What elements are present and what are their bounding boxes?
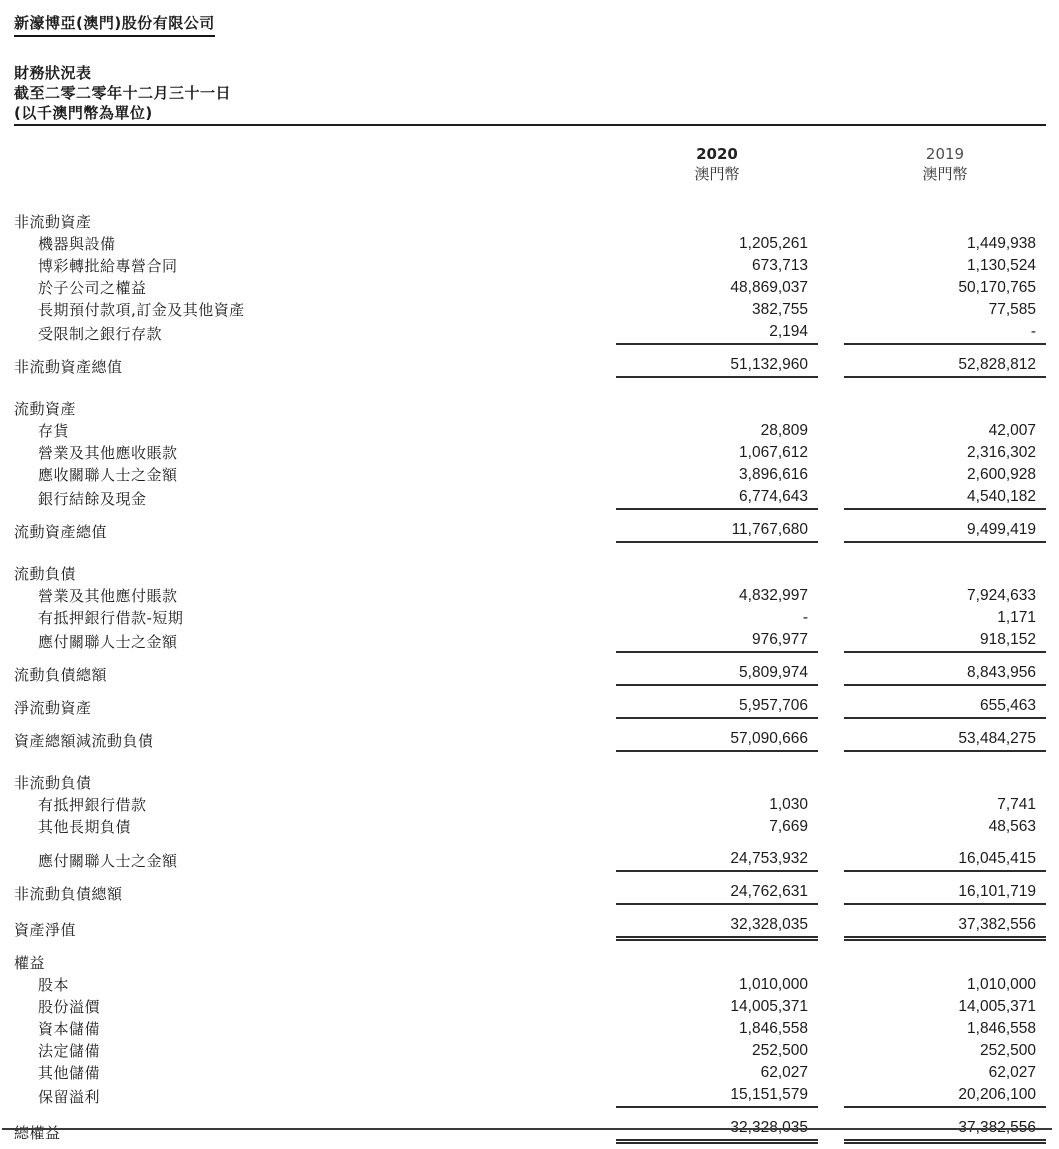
row-label: 於子公司之權益 [38, 279, 147, 297]
row-label: 受限制之銀行存款 [38, 325, 163, 343]
row-label: 流動負債總額 [14, 666, 108, 684]
value-2019: 918,152 [844, 629, 1046, 653]
value-2019: 53,484,275 [844, 728, 1046, 752]
section-non-current-assets [14, 211, 1046, 378]
statement-period: 截至二零二零年十二月三十一日 [14, 84, 232, 102]
table-row [14, 1040, 1046, 1062]
value-2019: 7,741 [997, 796, 1036, 813]
column-currency-2019: 澳門幣 [922, 165, 968, 183]
table-row [14, 952, 1046, 974]
row-label: 其他長期負債 [38, 818, 132, 836]
table-row [14, 585, 1046, 607]
row-label: 流動負債 [14, 565, 77, 583]
table-row [14, 629, 1046, 653]
row-label: 保留溢利 [38, 1088, 101, 1106]
value-2019: 252,500 [979, 1042, 1036, 1059]
table-row [14, 816, 1046, 838]
value-2019: 48,563 [988, 818, 1036, 835]
value-2019: 4,540,182 [844, 486, 1046, 510]
value-2019: 9,499,419 [844, 519, 1046, 543]
value-2019: 37,382,556 [844, 1117, 1046, 1144]
value-2020: 24,762,631 [616, 881, 818, 905]
row-label: 流動資產 [14, 400, 77, 418]
value-2020: 2,194 [616, 321, 818, 345]
column-header-2020 [616, 144, 818, 184]
row-label: 非流動負債 [14, 774, 92, 792]
column-header-spacer [14, 144, 616, 184]
value-2020: 62,027 [760, 1064, 808, 1081]
table-row [14, 277, 1046, 299]
row-label: 非流動負債總額 [14, 885, 123, 903]
table-row [14, 914, 1046, 941]
table-row [14, 1084, 1046, 1108]
value-2019: - [844, 321, 1046, 345]
section-non-current-liabilities [14, 772, 1046, 941]
value-2020: 382,755 [751, 301, 808, 318]
value-2019: 14,005,371 [958, 998, 1036, 1015]
row-label: 股本 [38, 976, 70, 994]
statement-title-block [14, 63, 1046, 126]
value-2019: 42,007 [988, 422, 1036, 439]
column-year-2020: 2020 [696, 145, 738, 163]
table-row [14, 354, 1046, 378]
value-2020: 6,774,643 [616, 486, 818, 510]
value-2019: 7,924,633 [967, 587, 1036, 604]
column-currency-2020: 澳門幣 [694, 165, 740, 183]
statement-table [14, 211, 1046, 1144]
table-row [14, 233, 1046, 255]
company-name: 新濠博亞(澳門)股份有限公司 [14, 12, 215, 37]
row-label: 資產淨值 [14, 921, 77, 939]
value-2019: 77,585 [988, 301, 1036, 318]
row-label: 應付關聯人士之金額 [38, 852, 178, 870]
row-label: 法定儲備 [38, 1042, 101, 1060]
table-row [14, 563, 1046, 585]
row-label: 機器與設備 [38, 235, 116, 253]
value-2020: 5,957,706 [616, 695, 818, 719]
row-label: 股份溢價 [38, 998, 101, 1016]
table-row [14, 321, 1046, 345]
value-2019: 16,045,415 [844, 848, 1046, 872]
value-2019: 1,130,524 [967, 257, 1036, 274]
value-2019: 62,027 [988, 1064, 1036, 1081]
row-label: 有抵押銀行借款-短期 [38, 609, 184, 627]
value-2019: 16,101,719 [844, 881, 1046, 905]
unit-note: (以千澳門幣為單位) [14, 104, 153, 122]
row-label: 資本儲備 [38, 1020, 101, 1038]
value-2020: 3,896,616 [739, 466, 808, 483]
table-row [14, 881, 1046, 905]
value-2020: 57,090,666 [616, 728, 818, 752]
value-2019: 655,463 [844, 695, 1046, 719]
value-2020: 28,809 [760, 422, 808, 439]
value-2020: 1,067,612 [739, 444, 808, 461]
value-2020: 14,005,371 [730, 998, 808, 1015]
value-2020: 32,328,035 [616, 914, 818, 941]
row-label: 博彩轉批給專營合同 [38, 257, 178, 275]
table-row [14, 519, 1046, 543]
table-row [14, 695, 1046, 719]
section-current-liabilities [14, 563, 1046, 752]
table-row [14, 464, 1046, 486]
table-row [14, 607, 1046, 629]
value-2020: 48,869,037 [730, 279, 808, 296]
table-row [14, 1062, 1046, 1084]
value-2020: 11,767,680 [616, 519, 818, 543]
value-2020: 673,713 [751, 257, 808, 274]
section-equity [14, 952, 1046, 1144]
row-label: 有抵押銀行借款 [38, 796, 147, 814]
value-2020: 1,205,261 [739, 235, 808, 252]
value-2019: 52,828,812 [844, 354, 1046, 378]
row-label: 流動資產總值 [14, 523, 108, 541]
table-row [14, 848, 1046, 872]
table-row [14, 486, 1046, 510]
row-label: 非流動資產 [14, 213, 92, 231]
table-row [14, 662, 1046, 686]
value-2019: 1,846,558 [967, 1020, 1036, 1037]
value-2020: 1,846,558 [739, 1020, 808, 1037]
row-label: 其他儲備 [38, 1064, 101, 1082]
column-year-2019: 2019 [925, 145, 965, 163]
value-2020: 1,030 [769, 796, 808, 813]
table-row [14, 442, 1046, 464]
row-label: 總權益 [14, 1124, 61, 1142]
value-2019: 2,600,928 [967, 466, 1036, 483]
value-2019: 1,171 [997, 609, 1036, 626]
page-bottom-rule [2, 1128, 1052, 1130]
table-row [14, 728, 1046, 752]
row-label: 權益 [14, 954, 46, 972]
value-2020: 51,132,960 [616, 354, 818, 378]
table-row [14, 996, 1046, 1018]
value-2020: 7,669 [769, 818, 808, 835]
row-label: 營業及其他應收賬款 [38, 444, 178, 462]
value-2020: 4,832,997 [739, 587, 808, 604]
value-2019: 37,382,556 [844, 914, 1046, 941]
table-row [14, 974, 1046, 996]
table-row [14, 772, 1046, 794]
row-label: 長期預付款項,訂金及其他資產 [38, 301, 245, 319]
value-2020: 252,500 [751, 1042, 808, 1059]
row-label: 存貨 [38, 422, 70, 440]
row-label: 資產總額減流動負債 [14, 732, 154, 750]
table-row [14, 1117, 1046, 1144]
row-label: 應收關聯人士之金額 [38, 466, 178, 484]
statement-title: 財務狀況表 [14, 64, 92, 82]
table-row [14, 255, 1046, 277]
table-row [14, 420, 1046, 442]
column-headers [14, 144, 1046, 184]
value-2020: 15,151,579 [616, 1084, 818, 1108]
table-row [14, 299, 1046, 321]
table-row [14, 398, 1046, 420]
value-2019: 1,010,000 [967, 976, 1036, 993]
table-row [14, 794, 1046, 816]
value-2019: 2,316,302 [967, 444, 1036, 461]
row-label: 銀行結餘及現金 [38, 490, 147, 508]
value-2020: - [802, 609, 808, 626]
table-row [14, 1018, 1046, 1040]
value-2019: 1,449,938 [967, 235, 1036, 252]
value-2020: 32,328,035 [616, 1117, 818, 1144]
row-label: 非流動資產總值 [14, 358, 123, 376]
value-2019: 8,843,956 [844, 662, 1046, 686]
row-label: 營業及其他應付賬款 [38, 587, 178, 605]
table-row [14, 211, 1046, 233]
value-2019: 50,170,765 [958, 279, 1036, 296]
column-header-2019 [844, 144, 1046, 184]
row-label: 應付關聯人士之金額 [38, 633, 178, 651]
value-2020: 5,809,974 [616, 662, 818, 686]
value-2020: 1,010,000 [739, 976, 808, 993]
value-2020: 976,977 [616, 629, 818, 653]
row-label: 淨流動資產 [14, 699, 92, 717]
value-2020: 24,753,932 [616, 848, 818, 872]
value-2019: 20,206,100 [844, 1084, 1046, 1108]
section-current-assets [14, 398, 1046, 543]
